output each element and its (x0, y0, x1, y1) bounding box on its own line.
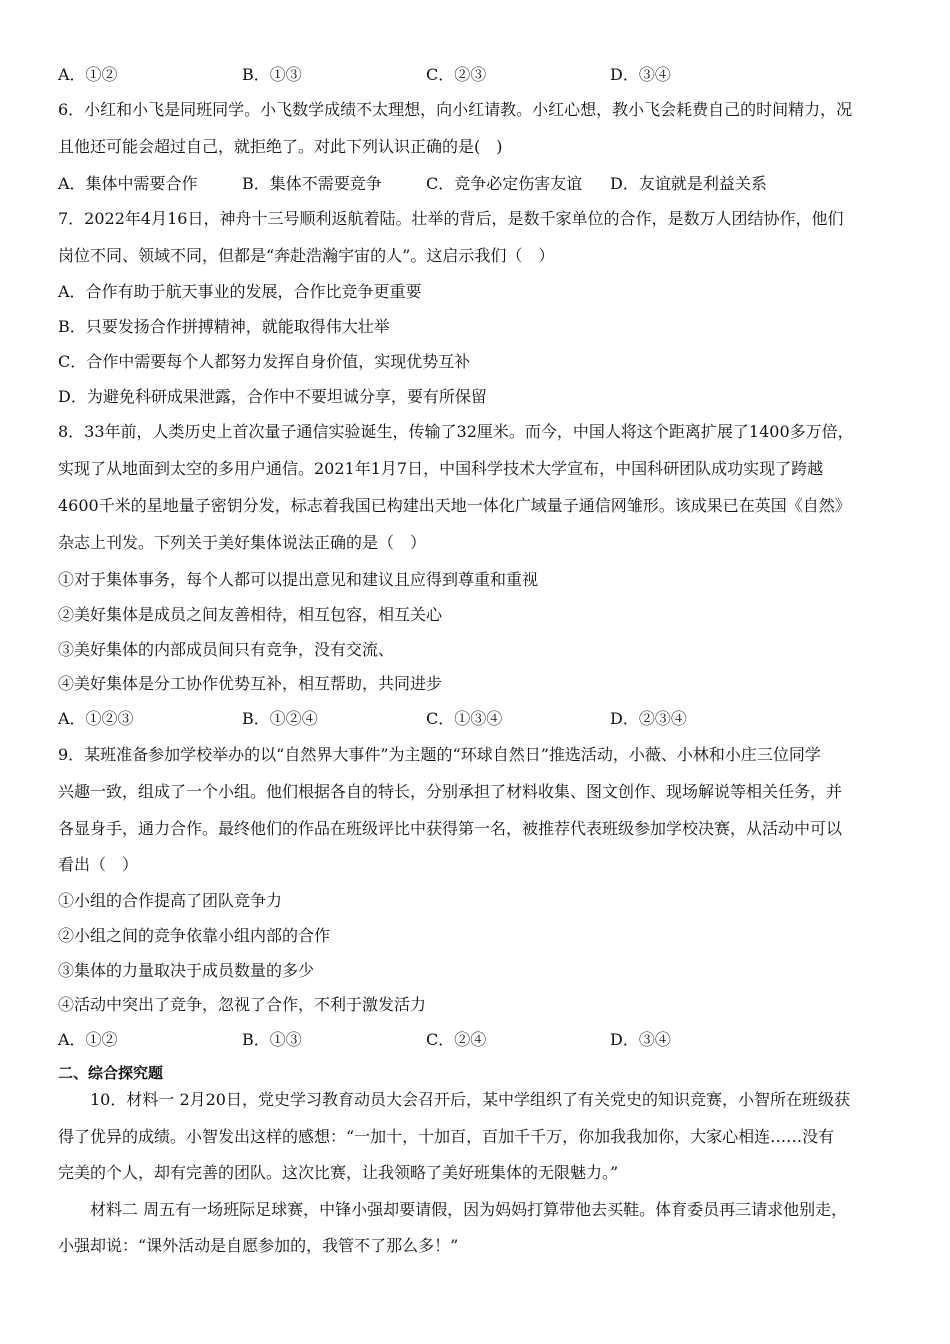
q7-stem-line-1: 7．2022年4月16日，神舟十三号顺利返航着陆。壮举的背后，是数千家单位的合作，是数万人团结协作，他们 (58, 209, 844, 228)
q9-option-c[interactable]: C．②④ (426, 1030, 487, 1049)
q10-material1-line-3: 完美的个人，却有完善的团队。这次比赛，让我领略了美好班集体的无限魅力。” (58, 1163, 619, 1182)
q10-material2-line-2: 小强却说：“课外活动是自愿参加的，我管不了那么多！” (58, 1236, 459, 1255)
q8-option-d[interactable]: D．②③④ (610, 709, 687, 728)
q8-stem-line-4: 杂志上刊发。下列关于美好集体说法正确的是（ ） (58, 533, 427, 552)
q9-statement-4: ④活动中突出了竞争，忽视了合作，不利于激发活力 (58, 995, 427, 1014)
q10-material1-line-2: 得了优异的成绩。小智发出这样的感想：“一加十，十加百，百加千千万，你加我我加你，大家心相连……没有 (58, 1127, 835, 1146)
q9-option-a[interactable]: A．①② (58, 1030, 118, 1049)
q8-statement-4: ④美好集体是分工协作优势互补，相互帮助，共同进步 (58, 674, 443, 693)
q9-statement-2: ②小组之间的竞争依靠小组内部的合作 (58, 926, 331, 945)
q8-stem-line-3: 4600千米的星地量子密钥分发，标志着我国已构建出天地一体化广域量子通信网雏形。该成果已在英国《自然》 (58, 496, 851, 515)
q5-option-d[interactable]: D．③④ (610, 65, 671, 84)
q7-option-d[interactable]: D．为避免科研成果泄露，合作中不要坦诚分享，要有所保留 (58, 387, 487, 406)
q9-stem-line-4: 看出（ ） (58, 855, 139, 874)
q6-option-d[interactable]: D．友谊就是利益关系 (610, 174, 767, 193)
q8-statement-2: ②美好集体是成员之间友善相待，相互包容，相互关心 (58, 605, 443, 624)
q8-stem-line-2: 实现了从地面到太空的多用户通信。2021年1月7日，中国科学技术大学宣布，中国科研团队成功实现了跨越 (58, 459, 824, 478)
q8-statement-1: ①对于集体事务，每个人都可以提出意见和建议且应得到尊重和重视 (58, 570, 539, 589)
q9-option-d[interactable]: D．③④ (610, 1030, 671, 1049)
q8-statement-3: ③美好集体的内部成员间只有竞争，没有交流、 (58, 640, 395, 659)
q9-statement-3: ③集体的力量取决于成员数量的多少 (58, 961, 315, 980)
q7-option-b[interactable]: B．只要发扬合作拼搏精神，就能取得伟大壮举 (58, 317, 390, 336)
q6-option-a[interactable]: A．集体中需要合作 (58, 174, 198, 193)
q8-option-c[interactable]: C．①③④ (426, 709, 503, 728)
q5-option-a[interactable]: A．①② (58, 65, 118, 84)
q8-stem-line-1: 8．33年前，人类历史上首次量子通信实验诞生，传输了32厘米。而今，中国人将这个距离扩展了1400多万倍， (58, 422, 854, 441)
q7-option-a[interactable]: A．合作有助于航天事业的发展，合作比竞争更重要 (58, 282, 422, 301)
section-title: 二、综合探究题 (58, 1064, 164, 1082)
q9-statement-1: ①小组的合作提高了团队竞争力 (58, 891, 283, 910)
q6-option-c[interactable]: C．竞争必定伤害友谊 (426, 174, 583, 193)
q8-option-a[interactable]: A．①②③ (58, 709, 134, 728)
q9-option-b[interactable]: B．①③ (242, 1030, 302, 1049)
q7-option-c[interactable]: C．合作中需要每个人都努力发挥自身价值，实现优势互补 (58, 352, 471, 371)
q5-option-b[interactable]: B．①③ (242, 65, 302, 84)
q6-stem-line-1: 6．小红和小飞是同班同学。小飞数学成绩不太理想，向小红请教。小红心想，教小飞会耗费自己的时间精力，况 (58, 100, 853, 119)
q9-stem-line-1: 9．某班准备参加学校举办的以“自然界大事件”为主题的“环球自然日”推选活动，小薇、小林和小庄三位同学 (58, 745, 821, 764)
q9-stem-line-2: 兴趣一致，组成了一个小组。他们根据各自的特长，分别承担了材料收集、图文创作、现场解说等相关任务，并 (58, 782, 843, 801)
q6-option-b[interactable]: B．集体不需要竞争 (242, 174, 382, 193)
q10-material1-line-1: 10．材料一 2月20日，党史学习教育动员大会召开后，某中学组织了有关党史的知识竞赛，小智所在班级获 (90, 1090, 850, 1109)
q10-material2-line-1: 材料二 周五有一场班际足球赛，中锋小强却要请假，因为妈妈打算带他去买鞋。体育委员再三请求他别走， (90, 1200, 848, 1219)
q6-stem-line-2: 且他还可能会超过自己，就拒绝了。对此下列认识正确的是( ) (58, 137, 503, 156)
q5-option-c[interactable]: C．②③ (426, 65, 487, 84)
q8-option-b[interactable]: B．①②④ (242, 709, 318, 728)
q7-stem-line-2: 岗位不同、领域不同，但都是“奔赴浩瀚宇宙的人”。这启示我们（ ） (58, 246, 555, 265)
q9-stem-line-3: 各显身手，通力合作。最终他们的作品在班级评比中获得第一名，被推荐代表班级参加学校决赛，从活动中可以 (58, 819, 843, 838)
